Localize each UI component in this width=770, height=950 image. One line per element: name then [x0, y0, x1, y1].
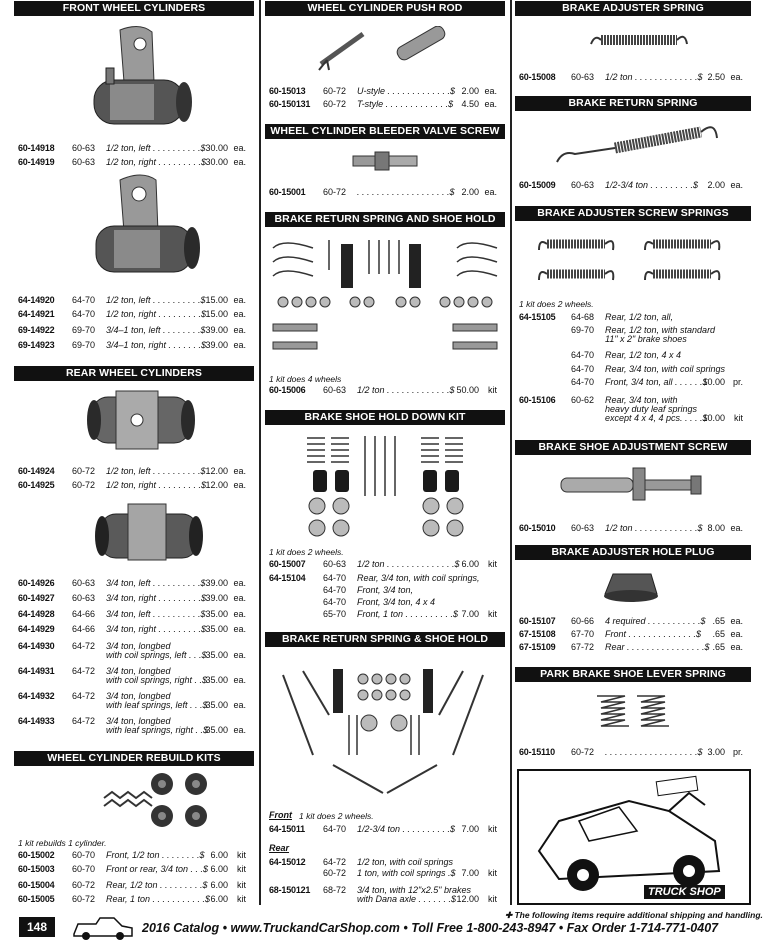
part-number: 60-15003	[18, 864, 55, 874]
section-header: WHEEL CYLINDER BLEEDER VALVE SCREW	[265, 124, 505, 139]
rebuild-kit-image	[94, 770, 214, 832]
unit: ea.	[730, 72, 743, 82]
year-range: 69-70	[72, 325, 96, 335]
year-range: 64-70	[323, 573, 347, 583]
rear-label: Rear	[269, 843, 290, 853]
description: 1/2 ton . . . . . . . . . . . . .$	[605, 72, 703, 82]
price: 2.50	[707, 72, 725, 82]
description: Front or rear, 3/4 ton . . .$	[106, 864, 209, 874]
part-number: 64-14933	[18, 716, 55, 726]
part-number: 60-150131	[269, 99, 311, 109]
column-divider	[510, 0, 512, 905]
section-header: BRAKE SHOE HOLD DOWN KIT	[265, 410, 505, 425]
section-header: BRAKE RETURN SPRING AND SHOE HOLD DOWN KIT	[265, 212, 505, 227]
part-number: 68-150121	[269, 885, 311, 895]
return-spring-image	[551, 118, 731, 170]
year-range: 64-72	[72, 641, 96, 651]
description: 3/4 ton, longbed	[106, 641, 171, 651]
price: 35.00	[205, 675, 228, 685]
kit-note: 1 kit does 2 wheels.	[519, 299, 594, 309]
price: 39.00	[205, 340, 228, 350]
unit: ea.	[233, 480, 246, 490]
price: 50.00	[456, 385, 479, 395]
unit: kit	[237, 864, 246, 874]
description: 1/2 ton, right . . . . . . . . .$	[106, 480, 207, 490]
section-header: BRAKE ADJUSTER SPRING	[515, 1, 751, 16]
price: 2.00	[461, 187, 479, 197]
adjustment-screw-image	[557, 462, 707, 506]
description: 3/4 ton, longbed	[106, 666, 171, 676]
part-number: 60-14918	[18, 143, 55, 153]
price: 2.00	[461, 86, 479, 96]
adjuster-screw-springs-image	[535, 230, 735, 288]
price: 35.00	[205, 650, 228, 660]
description: Front, 1/2 ton . . . . . . . .$	[106, 850, 205, 860]
part-number: 64-15012	[269, 857, 306, 867]
part-number: 60-15004	[18, 880, 55, 890]
price: .65	[712, 642, 725, 652]
description: Rear, 3/4 ton, with coil springs	[605, 364, 726, 374]
part-number: 64-14921	[18, 309, 55, 319]
year-range: 60-62	[571, 395, 595, 405]
unit: ea.	[233, 675, 246, 685]
year-range: 60-66	[571, 616, 595, 626]
unit: ea.	[730, 642, 743, 652]
unit: kit	[488, 559, 497, 569]
part-number: 64-15011	[269, 824, 305, 834]
part-number: 67-15109	[519, 642, 556, 652]
year-range: 64-72	[72, 691, 96, 701]
description: with Dana axle . . . . . . .$	[357, 894, 457, 904]
description: 3/4 ton, right . . . . . . . . .$	[106, 624, 207, 634]
unit: kit	[488, 824, 497, 834]
description: Front, 3/4 ton, 4 x 4	[357, 597, 436, 607]
bleeder-screw-image	[351, 146, 421, 176]
section-header: WHEEL CYLINDER PUSH ROD	[265, 1, 505, 16]
unit: ea.	[233, 466, 246, 476]
unit: ea.	[233, 143, 246, 153]
price: 7.00	[461, 868, 479, 878]
description: T-style . . . . . . . . . . . . .$	[357, 99, 454, 109]
year-range: 60-72	[72, 466, 96, 476]
unit: ea.	[730, 629, 743, 639]
page-number: 148	[19, 917, 55, 937]
price: 6.00	[461, 559, 479, 569]
year-range: 60-63	[72, 593, 96, 603]
footer-text: 2016 Catalog • www.TruckandCarShop.com • Toll Free 1-800-243-8947 • Fax Order 1-714-771-0407	[142, 921, 719, 935]
part-number: 67-15108	[519, 629, 556, 639]
price: 4.50	[461, 99, 479, 109]
description: . . . . . . . . . . . . . . . . . . .$	[357, 187, 455, 197]
description: Front, 3/4 ton,	[357, 585, 414, 595]
price: 30.00	[205, 143, 228, 153]
unit: ea.	[484, 99, 497, 109]
year-range: 64-70	[571, 364, 595, 374]
unit: kit	[488, 609, 497, 619]
part-number: 60-15009	[519, 180, 556, 190]
year-range: 60-72	[323, 868, 347, 878]
unit: ea.	[484, 86, 497, 96]
year-range: 67-72	[571, 642, 595, 652]
price: 12.00	[205, 466, 228, 476]
spring-hold-down-kits-image	[273, 655, 497, 805]
year-range: 64-70	[571, 350, 595, 360]
description: 1/2 ton, left . . . . . . . . . .$	[106, 143, 206, 153]
price: 39.00	[205, 593, 228, 603]
price: .65	[712, 616, 725, 626]
unit: ea.	[233, 593, 246, 603]
rear-wheel-cylinder-image	[94, 500, 204, 568]
description: Front, 3/4 ton, all . . . . . .$	[605, 377, 708, 387]
price: 35.00	[205, 725, 228, 735]
part-number: 60-14926	[18, 578, 55, 588]
year-range: 60-63	[571, 180, 595, 190]
description: with coil springs, left . . .$	[106, 650, 207, 660]
part-number: 64-15104	[269, 573, 306, 583]
rear-wheel-cylinder-image	[86, 385, 196, 455]
section-header: BRAKE RETURN SPRING & SHOE HOLD DOWN KITS	[265, 632, 505, 647]
part-number: 60-14924	[18, 466, 55, 476]
price: 15.00	[205, 295, 228, 305]
description: Rear, 1/2 ton, all,	[605, 312, 674, 322]
part-number: 64-14928	[18, 609, 55, 619]
description: 3/4 ton, with 12"x2.5" brakes	[357, 885, 471, 895]
year-range: 60-63	[571, 523, 595, 533]
hole-plug-image	[601, 568, 661, 606]
description: 1/2 ton, right . . . . . . . . .$	[106, 157, 207, 167]
description: except 4 x 4, 4 pcs. . . . .$	[605, 413, 708, 423]
price: 6.00	[210, 850, 228, 860]
unit: ea.	[233, 700, 246, 710]
year-range: 68-72	[323, 885, 347, 895]
front-label: Front	[269, 810, 292, 820]
unit: ea.	[233, 609, 246, 619]
part-number: 60-15107	[519, 616, 556, 626]
logo-text: TRUCK SHOP	[644, 885, 725, 899]
unit: kit	[488, 385, 497, 395]
description: 1/2 ton . . . . . . . . . . . . . .$	[357, 559, 460, 569]
description: 1/2-3/4 ton . . . . . . . . .$	[605, 180, 699, 190]
description: with leaf springs, right . .$	[106, 725, 209, 735]
unit: pr.	[732, 377, 743, 387]
part-number: 60-15006	[269, 385, 306, 395]
year-range: 60-63	[323, 559, 347, 569]
price: 35.00	[205, 700, 228, 710]
year-range: 69-70	[72, 340, 96, 350]
description: 3/4 ton, left . . . . . . . . . .$	[106, 578, 206, 588]
part-number: 64-14920	[18, 295, 55, 305]
truck-icon	[70, 914, 136, 942]
adjuster-spring-image	[587, 28, 691, 58]
unit: pr.	[732, 747, 743, 757]
price: 10.00	[702, 377, 725, 387]
kit-note: 1 kit does 2 wheels.	[299, 811, 374, 821]
column-divider	[259, 0, 261, 905]
description: Front, 1 ton . . . . . . . . . .$	[357, 609, 459, 619]
price: 39.00	[205, 325, 228, 335]
part-number: 60-15001	[269, 187, 306, 197]
wheel-cylinder-image	[86, 172, 206, 290]
year-range: 64-72	[323, 857, 347, 867]
year-range: 60-72	[72, 894, 96, 904]
price: 7.00	[461, 609, 479, 619]
price: 8.00	[707, 523, 725, 533]
description: Rear . . . . . . . . . . . . . . . .$	[605, 642, 710, 652]
price: 35.00	[205, 624, 228, 634]
description: with coil springs, right . .$	[106, 675, 208, 685]
part-number: 69-14923	[18, 340, 55, 350]
unit: kit	[237, 850, 246, 860]
spring-kit-image	[269, 234, 501, 360]
unit: ea.	[233, 309, 246, 319]
unit: ea.	[233, 295, 246, 305]
price: 3.00	[707, 747, 725, 757]
price: 39.00	[205, 578, 228, 588]
price: 7.00	[461, 824, 479, 834]
part-number: 69-14922	[18, 325, 55, 335]
truck-shop-logo	[517, 769, 751, 905]
year-range: 60-72	[72, 880, 96, 890]
unit: ea.	[233, 578, 246, 588]
year-range: 60-63	[571, 72, 595, 82]
lever-spring-image	[593, 690, 673, 740]
description: 1/2-3/4 ton . . . . . . . . . .$	[357, 824, 456, 834]
part-number: 64-14931	[18, 666, 55, 676]
year-range: 64-68	[571, 312, 595, 322]
year-range: 64-72	[72, 716, 96, 726]
price: 35.00	[205, 609, 228, 619]
price: 15.00	[205, 309, 228, 319]
description: . . . . . . . . . . . . . . . . . . .$	[605, 747, 703, 757]
year-range: 60-70	[72, 864, 96, 874]
unit: ea.	[233, 340, 246, 350]
description: Front . . . . . . . . . . . . . .$	[605, 629, 702, 639]
part-number: 60-15010	[519, 523, 556, 533]
year-range: 69-70	[571, 325, 595, 335]
wheel-cylinder-image	[80, 22, 200, 140]
description: 3/4 ton, right . . . . . . . . .$	[106, 593, 207, 603]
section-header: BRAKE SHOE ADJUSTMENT SCREW	[515, 440, 751, 455]
year-range: 60-63	[72, 143, 96, 153]
part-number: 60-15110	[519, 747, 555, 757]
unit: ea.	[233, 725, 246, 735]
unit: ea.	[233, 624, 246, 634]
description: 3/4 ton, left . . . . . . . . . .$	[106, 609, 206, 619]
description: 1 ton, with coil springs .$	[357, 868, 456, 878]
year-range: 60-72	[323, 86, 347, 96]
part-number: 60-15007	[269, 559, 306, 569]
price: 6.00	[210, 864, 228, 874]
year-range: 64-66	[72, 609, 96, 619]
description: Rear, 1/2 ton . . . . . . . . .$	[106, 880, 208, 890]
year-range: 60-63	[72, 578, 96, 588]
unit: ea.	[233, 157, 246, 167]
description: 1/2 ton . . . . . . . . . . . . .$	[357, 385, 455, 395]
part-number: 64-14929	[18, 624, 55, 634]
year-range: 64-72	[72, 666, 96, 676]
year-range: 60-72	[72, 480, 96, 490]
description: 1/2 ton, right . . . . . . . . .$	[106, 309, 207, 319]
hold-down-kit-image	[301, 430, 471, 540]
description: Rear, 1/2 ton, 4 x 4	[605, 350, 682, 360]
section-header: REAR WHEEL CYLINDERS	[14, 366, 254, 381]
part-number: 60-15008	[519, 72, 556, 82]
year-range: 64-66	[72, 624, 96, 634]
year-range: 60-63	[72, 157, 96, 167]
description: heavy duty leaf springs	[605, 404, 698, 414]
price: 10.00	[702, 413, 725, 423]
year-range: 64-70	[72, 295, 96, 305]
year-range: 60-63	[323, 385, 347, 395]
year-range: 60-72	[323, 187, 347, 197]
description: Rear, 1 ton . . . . . . . . . . .$	[106, 894, 211, 904]
description: 1/2 ton, left . . . . . . . . . .$	[106, 466, 206, 476]
push-rod-image	[315, 26, 455, 76]
price: .65	[712, 629, 725, 639]
description: 3/4–1 ton, left . . . . . . . .$	[106, 325, 206, 335]
unit: kit	[734, 413, 743, 423]
section-header: BRAKE ADJUSTER HOLE PLUG	[515, 545, 751, 560]
section-header: FRONT WHEEL CYLINDERS	[14, 1, 254, 16]
cartoon-truck-image	[519, 771, 749, 903]
unit: ea.	[730, 616, 743, 626]
description: U-style . . . . . . . . . . . . .$	[357, 86, 456, 96]
part-number: 60-14927	[18, 593, 55, 603]
unit: ea.	[730, 523, 743, 533]
section-header: PARK BRAKE SHOE LEVER SPRING	[515, 667, 751, 682]
year-range: 64-70	[571, 377, 595, 387]
description: Rear, 3/4 ton, with coil springs,	[357, 573, 480, 583]
description: Rear, 3/4 ton, with	[605, 395, 678, 405]
unit: kit	[237, 894, 246, 904]
description: with leaf springs, left . . .$	[106, 700, 208, 710]
description: 1/2 ton, with coil springs	[357, 857, 454, 867]
year-range: 60-72	[571, 747, 595, 757]
part-number: 60-15013	[269, 86, 306, 96]
part-number: 60-14925	[18, 480, 55, 490]
section-header: BRAKE RETURN SPRING	[515, 96, 751, 111]
price: 12.00	[205, 480, 228, 490]
price: 12.00	[456, 894, 479, 904]
price: 6.00	[210, 894, 228, 904]
description: 4 required . . . . . . . . . . .$	[605, 616, 706, 626]
unit: ea.	[484, 187, 497, 197]
year-range: 64-70	[323, 585, 347, 595]
unit: ea.	[233, 325, 246, 335]
description: Rear, 1/2 ton, with standard	[605, 325, 716, 335]
year-range: 65-70	[323, 609, 347, 619]
shipping-footnote: ✚ The following items require additional shipping and handling.	[505, 910, 763, 920]
description: 1/2 ton . . . . . . . . . . . . .$	[605, 523, 703, 533]
part-number: 64-15105	[519, 312, 556, 322]
part-number: 64-14930	[18, 641, 55, 651]
section-header: WHEEL CYLINDER REBUILD KITS	[14, 751, 254, 766]
year-range: 60-72	[323, 99, 347, 109]
year-range: 64-70	[323, 597, 347, 607]
price: 2.00	[707, 180, 725, 190]
part-number: 64-14932	[18, 691, 55, 701]
year-range: 64-70	[72, 309, 96, 319]
price: 6.00	[210, 880, 228, 890]
part-number: 60-14919	[18, 157, 55, 167]
section-header: BRAKE ADJUSTER SCREW SPRINGS	[515, 206, 751, 221]
year-range: 67-70	[571, 629, 595, 639]
unit: ea.	[730, 180, 743, 190]
price: 30.00	[205, 157, 228, 167]
description: 11" x 2" brake shoes	[605, 334, 687, 344]
description: 1/2 ton, left . . . . . . . . . .$	[106, 295, 206, 305]
part-number: 60-15005	[18, 894, 55, 904]
kit-note: 1 kit rebuilds 1 cylinder.	[18, 838, 107, 848]
kit-note: 1 kit does 4 wheels	[269, 374, 342, 384]
year-range: 64-70	[323, 824, 347, 834]
unit: ea.	[233, 650, 246, 660]
description: 3/4–1 ton, right . . . . . . .$	[106, 340, 207, 350]
description: 3/4 ton, longbed	[106, 691, 171, 701]
kit-note: 1 kit does 2 wheels.	[269, 547, 344, 557]
part-number: 60-15106	[519, 395, 556, 405]
description: 3/4 ton, longbed	[106, 716, 171, 726]
year-range: 60-70	[72, 850, 96, 860]
unit: kit	[488, 868, 497, 878]
part-number: 60-15002	[18, 850, 55, 860]
unit: kit	[488, 894, 497, 904]
unit: kit	[237, 880, 246, 890]
